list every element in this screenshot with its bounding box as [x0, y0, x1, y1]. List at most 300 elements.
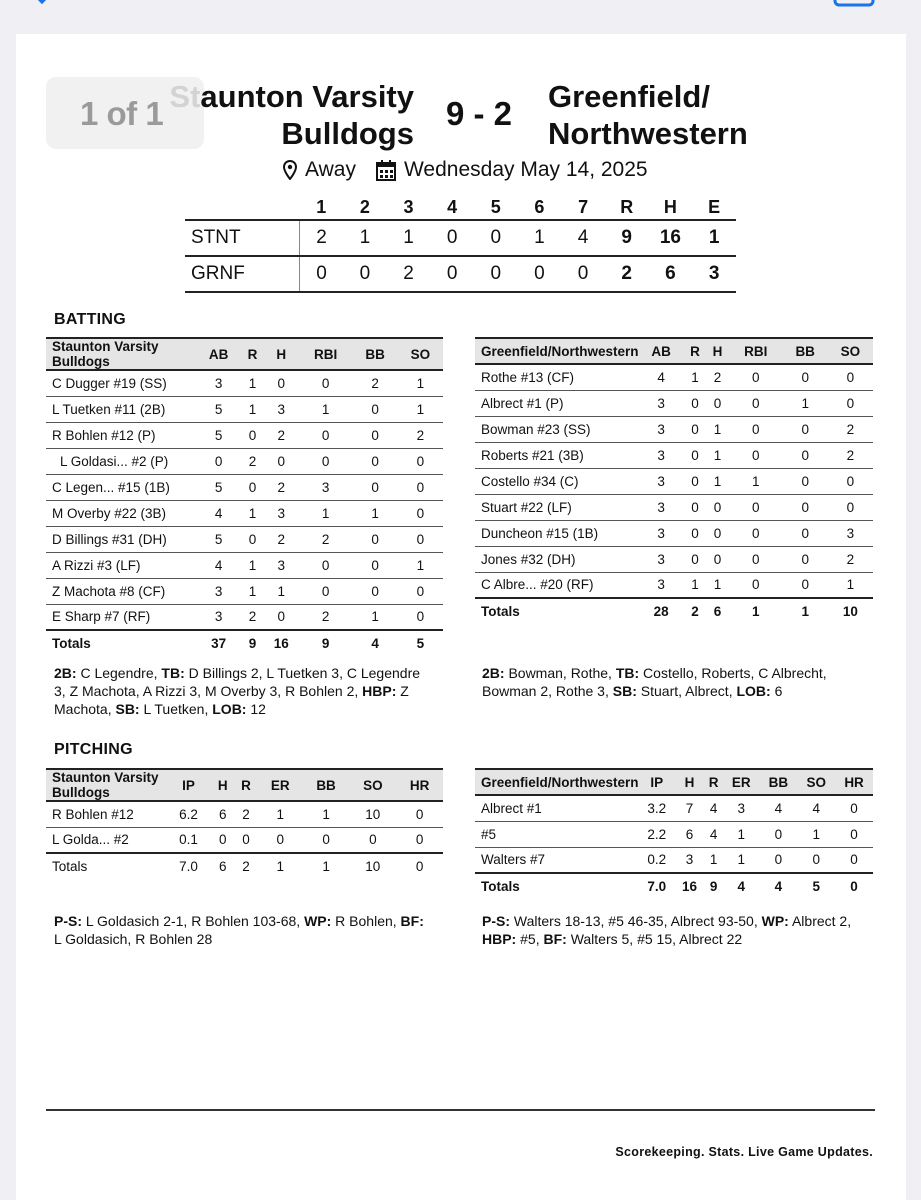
- stat-cell: 0: [828, 390, 873, 416]
- totals-cell: 6: [211, 853, 234, 879]
- inning-score: 2: [387, 256, 431, 292]
- stat-cell: 0: [729, 442, 783, 468]
- totals-cell: 1: [258, 853, 303, 879]
- game-meta: [283, 158, 648, 182]
- hits-header: H: [663, 196, 677, 217]
- totals-row: [475, 873, 873, 899]
- stat-cell: 0: [684, 442, 707, 468]
- team-column-header: Greenfield/Northwestern: [475, 769, 639, 795]
- stat-cell: 0: [398, 578, 443, 604]
- stat-cell: 0: [783, 546, 828, 572]
- stat-column-header: ER: [723, 769, 759, 795]
- stat-cell: 1: [299, 500, 353, 526]
- inning-score: 0: [430, 256, 474, 292]
- inning-header: 7: [578, 196, 589, 217]
- note-label: 2B:: [54, 665, 77, 681]
- inning-header: 4: [447, 196, 458, 217]
- pitching-section-title: PITCHING: [54, 741, 133, 758]
- note-text: L Tuetken,: [139, 701, 213, 717]
- calendar-icon: [376, 160, 396, 181]
- player-row: [475, 572, 873, 598]
- stat-cell: 0: [684, 520, 707, 546]
- player-name: Albrect #1 (P): [475, 390, 639, 416]
- note-text: L Goldasich, R Bohlen 28: [54, 931, 213, 947]
- stat-cell: 2: [241, 604, 264, 630]
- stat-column-header: IP: [166, 769, 211, 801]
- inning-score: 4: [561, 220, 605, 256]
- pitching-notes-home: [54, 912, 434, 948]
- final-score: 9 - 2: [446, 95, 513, 132]
- hits-total: 16: [649, 220, 693, 256]
- stat-cell: 0: [211, 827, 234, 853]
- batting-notes-home: [54, 664, 434, 718]
- player-name: L Tuetken #11 (2B): [46, 396, 196, 422]
- totals-cell: 7.0: [166, 853, 211, 879]
- stat-cell: 0: [398, 500, 443, 526]
- totals-cell: 4: [723, 873, 759, 899]
- inning-score: 1: [343, 220, 387, 256]
- stat-cell: 3: [639, 572, 684, 598]
- note-label: P-S:: [482, 913, 510, 929]
- stat-cell: 0: [797, 847, 835, 873]
- note-label: BF:: [543, 931, 567, 947]
- note-text: Z Machota,: [54, 683, 409, 717]
- stat-cell: 1: [684, 364, 707, 390]
- note-label: HBP:: [482, 931, 517, 947]
- stat-cell: 1: [783, 390, 828, 416]
- player-row: [46, 474, 443, 500]
- game-location: Away: [305, 158, 356, 181]
- player-name: #5: [475, 821, 639, 847]
- stat-column-header: SO: [797, 769, 835, 795]
- errors-total: 1: [692, 220, 736, 256]
- player-name: L Golda... #2: [46, 827, 166, 853]
- stat-cell: 0: [353, 578, 398, 604]
- stat-cell: 4: [196, 500, 241, 526]
- inning-score: 1: [387, 220, 431, 256]
- player-name: Walters #7: [475, 847, 639, 873]
- inning-score: 0: [474, 220, 518, 256]
- stat-cell: 4: [196, 552, 241, 578]
- stat-cell: 0: [729, 364, 783, 390]
- team-column-header: Staunton Varsity Bulldogs: [46, 769, 166, 801]
- note-text: L Goldasich 2-1, R Bohlen 103-68,: [82, 913, 305, 929]
- player-row: [46, 578, 443, 604]
- stat-column-header: IP: [639, 769, 675, 795]
- inning-score: 0: [343, 256, 387, 292]
- stat-cell: 2: [264, 474, 299, 500]
- stat-cell: 0: [353, 396, 398, 422]
- chevron-back-icon[interactable]: [30, 0, 54, 8]
- stat-cell: 1: [723, 847, 759, 873]
- note-label: SB:: [612, 683, 637, 699]
- player-name: C Albre... #20 (RF): [475, 572, 639, 598]
- totals-row: [46, 853, 443, 879]
- stat-cell: 7: [675, 795, 704, 821]
- away-team-name-line2: Northwestern: [548, 116, 748, 151]
- stat-cell: 0: [835, 847, 873, 873]
- stat-cell: 0: [353, 422, 398, 448]
- stat-cell: 0: [759, 847, 797, 873]
- stat-cell: 3: [639, 494, 684, 520]
- stat-cell: 0: [729, 572, 783, 598]
- note-text: Bowman, Rothe,: [504, 665, 616, 681]
- batting-notes-away: [482, 664, 862, 700]
- stat-cell: 2: [264, 526, 299, 552]
- stat-column-header: H: [675, 769, 704, 795]
- player-name: Stuart #22 (LF): [475, 494, 639, 520]
- stat-cell: 0: [684, 390, 707, 416]
- totals-cell: 2: [684, 598, 707, 624]
- home-team-name-line2: Bulldogs: [281, 116, 414, 151]
- stat-cell: 6: [211, 801, 234, 827]
- note-text: R Bohlen,: [331, 913, 401, 929]
- stat-cell: 1: [828, 572, 873, 598]
- player-row: [46, 370, 443, 396]
- player-row: [46, 604, 443, 630]
- stat-cell: 5: [196, 422, 241, 448]
- totals-label: Totals: [475, 598, 639, 624]
- stat-column-header: BB: [353, 338, 398, 370]
- stat-cell: 0: [783, 442, 828, 468]
- linescore-header-row: [185, 195, 736, 220]
- stat-cell: 0: [398, 448, 443, 474]
- top-toolbar: [0, 0, 921, 34]
- stat-cell: 1: [258, 801, 303, 827]
- totals-cell: 7.0: [639, 873, 675, 899]
- stat-cell: 1: [729, 468, 783, 494]
- stat-cell: 0: [353, 474, 398, 500]
- totals-cell: 9: [241, 630, 264, 656]
- stat-cell: 1: [706, 416, 729, 442]
- runs-header: R: [620, 196, 634, 217]
- page-indicator-label: 1 of 1: [80, 95, 164, 132]
- stat-cell: 0: [264, 370, 299, 396]
- game-date: Wednesday May 14, 2025: [403, 158, 648, 181]
- stat-cell: 0: [783, 572, 828, 598]
- stat-cell: 0.1: [166, 827, 211, 853]
- player-row: [475, 468, 873, 494]
- stat-cell: 1: [723, 821, 759, 847]
- totals-cell: 16: [675, 873, 704, 899]
- inning-score: 0: [430, 220, 474, 256]
- note-label: 2B:: [482, 665, 505, 681]
- stats-header-row: [475, 338, 873, 364]
- stat-column-header: RBI: [299, 338, 353, 370]
- player-row: [475, 847, 873, 873]
- player-row: [46, 448, 443, 474]
- player-name: D Billings #31 (DH): [46, 526, 196, 552]
- linescore-table: [185, 195, 736, 293]
- totals-cell: 4: [353, 630, 398, 656]
- stat-cell: 0: [706, 520, 729, 546]
- stat-cell: 1: [299, 396, 353, 422]
- stat-cell: 3: [828, 520, 873, 546]
- note-label: P-S:: [54, 913, 82, 929]
- note-label: TB:: [161, 665, 185, 681]
- inning-score: 0: [474, 256, 518, 292]
- totals-cell: 0: [835, 873, 873, 899]
- totals-cell: 9: [704, 873, 723, 899]
- totals-cell: 10: [349, 853, 396, 879]
- stat-cell: 3: [675, 847, 704, 873]
- stat-column-header: AB: [639, 338, 684, 364]
- stat-cell: 0: [398, 474, 443, 500]
- stat-cell: 4: [759, 795, 797, 821]
- stat-cell: 4: [639, 364, 684, 390]
- stat-cell: 1: [303, 801, 350, 827]
- stat-cell: 0: [759, 821, 797, 847]
- stat-cell: 1: [797, 821, 835, 847]
- note-label: LOB:: [212, 701, 247, 717]
- note-text: Walters 18-13, #5 46-35, Albrect 93-50,: [510, 913, 762, 929]
- player-name: Rothe #13 (CF): [475, 364, 639, 390]
- player-name: R Bohlen #12 (P): [46, 422, 196, 448]
- note-text: Walters 5, #5 15, Albrect 22: [566, 931, 743, 947]
- player-name: Jones #32 (DH): [475, 546, 639, 572]
- stat-column-header: H: [211, 769, 234, 801]
- stat-cell: 6.2: [166, 801, 211, 827]
- stat-cell: 1: [241, 500, 264, 526]
- map-pin-icon: [283, 160, 297, 180]
- errors-header: E: [708, 196, 721, 217]
- stat-cell: 0: [353, 552, 398, 578]
- inning-header: 3: [403, 196, 414, 217]
- stat-cell: 0: [303, 827, 350, 853]
- stat-cell: 0: [258, 827, 303, 853]
- inning-score: 0: [518, 256, 562, 292]
- totals-cell: 10: [828, 598, 873, 624]
- player-row: [46, 422, 443, 448]
- stat-cell: 1: [241, 552, 264, 578]
- player-row: [475, 494, 873, 520]
- linescore-row: [185, 256, 736, 292]
- stat-cell: 0: [241, 422, 264, 448]
- stat-column-header: ER: [258, 769, 303, 801]
- player-row: [475, 364, 873, 390]
- stat-cell: 0: [729, 546, 783, 572]
- stat-cell: 0: [234, 827, 257, 853]
- stat-cell: 3: [639, 546, 684, 572]
- note-label: WP:: [761, 913, 789, 929]
- player-row: [475, 390, 873, 416]
- player-name: C Dugger #19 (SS): [46, 370, 196, 396]
- player-name: C Legen... #15 (1B): [46, 474, 196, 500]
- stat-cell: 0: [835, 821, 873, 847]
- player-row: [475, 520, 873, 546]
- stat-cell: 2: [398, 422, 443, 448]
- note-label: WP:: [304, 913, 332, 929]
- stat-cell: 4: [704, 795, 723, 821]
- errors-total: 3: [692, 256, 736, 292]
- totals-cell: 6: [706, 598, 729, 624]
- player-name: Bowman #23 (SS): [475, 416, 639, 442]
- stat-cell: 2: [299, 604, 353, 630]
- stat-cell: 0: [706, 390, 729, 416]
- stat-cell: 2: [264, 422, 299, 448]
- stat-cell: 1: [353, 604, 398, 630]
- stat-cell: 1: [264, 578, 299, 604]
- stat-cell: 3: [196, 370, 241, 396]
- team-column-header: Greenfield/Northwestern: [475, 338, 639, 364]
- stat-cell: 4: [797, 795, 835, 821]
- note-text: Stuart, Albrect,: [636, 683, 737, 699]
- note-label: SB:: [115, 701, 140, 717]
- player-row: [475, 795, 873, 821]
- stat-cell: 0: [299, 370, 353, 396]
- team-column-header: Staunton Varsity Bulldogs: [46, 338, 196, 370]
- batting-section-title: BATTING: [54, 311, 127, 328]
- footer-divider: [46, 1109, 875, 1111]
- totals-cell: 1: [783, 598, 828, 624]
- stat-column-header: SO: [398, 338, 443, 370]
- stats-header-row: [46, 769, 443, 801]
- stat-cell: 0.2: [639, 847, 675, 873]
- player-name: Roberts #21 (3B): [475, 442, 639, 468]
- stat-cell: 3: [264, 396, 299, 422]
- stat-cell: 3: [639, 468, 684, 494]
- stat-cell: 0: [783, 468, 828, 494]
- note-label: HBP:: [362, 683, 397, 699]
- stat-cell: 0: [706, 546, 729, 572]
- stat-cell: 0: [684, 416, 707, 442]
- stat-cell: 3.2: [639, 795, 675, 821]
- stat-column-header: RBI: [729, 338, 783, 364]
- stat-cell: 2: [828, 416, 873, 442]
- stat-cell: 0: [783, 416, 828, 442]
- inning-header: 1: [316, 196, 327, 217]
- stat-cell: 2: [234, 801, 257, 827]
- player-name: R Bohlen #12: [46, 801, 166, 827]
- totals-cell: 2: [234, 853, 257, 879]
- inning-header: 5: [490, 196, 501, 217]
- inning-header: 2: [359, 196, 370, 217]
- stat-cell: 3: [639, 442, 684, 468]
- totals-cell: 28: [639, 598, 684, 624]
- stat-cell: 0: [241, 474, 264, 500]
- stat-cell: 0: [783, 364, 828, 390]
- share-icon[interactable]: [833, 0, 875, 8]
- home-team-name-faded: St: [169, 79, 201, 114]
- totals-cell: 5: [398, 630, 443, 656]
- stat-cell: 0: [684, 546, 707, 572]
- away-team-name: [548, 78, 748, 152]
- note-text: D Billings 2, L Tuetken 3, C Legendre 3, Z Machota, A Rizzi 3, M Overby 3, R Bohlen 2,: [54, 665, 421, 699]
- footer-tagline: Scorekeeping. Stats. Live Game Updates.: [615, 1145, 873, 1159]
- stat-cell: 3: [639, 390, 684, 416]
- stat-column-header: BB: [759, 769, 797, 795]
- stat-cell: 0: [729, 520, 783, 546]
- linescore-team: GRNF: [185, 256, 299, 292]
- stat-cell: 2.2: [639, 821, 675, 847]
- player-row: [475, 416, 873, 442]
- totals-cell: 9: [299, 630, 353, 656]
- stat-cell: 0: [828, 364, 873, 390]
- player-row: [46, 827, 443, 853]
- stat-cell: 0: [729, 416, 783, 442]
- stat-cell: 0: [398, 526, 443, 552]
- stat-cell: 0: [299, 422, 353, 448]
- batting-table-home: [46, 337, 443, 656]
- stat-column-header: R: [704, 769, 723, 795]
- stat-column-header: BB: [303, 769, 350, 801]
- stat-cell: 1: [398, 370, 443, 396]
- runs-total: 9: [605, 220, 649, 256]
- totals-cell: 16: [264, 630, 299, 656]
- player-name: A Rizzi #3 (LF): [46, 552, 196, 578]
- stats-header-row: [46, 338, 443, 370]
- player-name: Costello #34 (C): [475, 468, 639, 494]
- note-text: Albrect 2,: [788, 913, 852, 929]
- stat-cell: 0: [396, 827, 443, 853]
- stat-cell: 0: [196, 448, 241, 474]
- stat-cell: 1: [704, 847, 723, 873]
- stat-cell: 10: [349, 801, 396, 827]
- stat-cell: 0: [299, 578, 353, 604]
- totals-row: [475, 598, 873, 624]
- note-text: C Legendre,: [76, 665, 162, 681]
- stat-cell: 0: [349, 827, 396, 853]
- note-text: #5,: [516, 931, 544, 947]
- totals-cell: 1: [303, 853, 350, 879]
- totals-label: Totals: [475, 873, 639, 899]
- stat-cell: 0: [828, 468, 873, 494]
- inning-score: 0: [561, 256, 605, 292]
- stat-cell: 0: [264, 604, 299, 630]
- stat-cell: 5: [196, 396, 241, 422]
- stat-cell: 0: [684, 468, 707, 494]
- player-name: M Overby #22 (3B): [46, 500, 196, 526]
- note-label: TB:: [615, 665, 640, 681]
- stat-cell: 0: [264, 448, 299, 474]
- player-row: [46, 526, 443, 552]
- note-text: 12: [246, 701, 266, 717]
- stat-cell: 0: [684, 494, 707, 520]
- note-text: 6: [770, 683, 783, 699]
- stats-header-row: [475, 769, 873, 795]
- totals-row: [46, 630, 443, 656]
- stat-cell: 1: [241, 578, 264, 604]
- player-name: L Goldasi... #2 (P): [46, 448, 196, 474]
- stat-column-header: H: [264, 338, 299, 370]
- home-team-name: [169, 78, 414, 152]
- stat-column-header: SO: [349, 769, 396, 801]
- totals-cell: 4: [759, 873, 797, 899]
- pitching-table-home: [46, 768, 443, 879]
- totals-cell: 0: [396, 853, 443, 879]
- stat-cell: 3: [299, 474, 353, 500]
- inning-score: 0: [299, 256, 343, 292]
- totals-cell: 1: [729, 598, 783, 624]
- stat-cell: 0: [729, 390, 783, 416]
- stat-cell: 0: [299, 448, 353, 474]
- stat-column-header: H: [706, 338, 729, 364]
- player-row: [475, 821, 873, 847]
- stat-cell: 0: [299, 552, 353, 578]
- note-label: LOB:: [736, 683, 771, 699]
- stat-cell: 0: [706, 494, 729, 520]
- stat-cell: 4: [704, 821, 723, 847]
- note-text: Costello, Roberts, C Albrecht, Bowman 2, Rothe 3,: [482, 665, 827, 699]
- pitching-table-away: [475, 768, 873, 899]
- stat-cell: 1: [706, 442, 729, 468]
- stat-column-header: R: [234, 769, 257, 801]
- linescore-team: STNT: [185, 220, 299, 256]
- player-name: Duncheon #15 (1B): [475, 520, 639, 546]
- stat-cell: 1: [241, 370, 264, 396]
- stat-cell: 0: [241, 526, 264, 552]
- away-team-name-line1: Greenfield/: [548, 79, 710, 114]
